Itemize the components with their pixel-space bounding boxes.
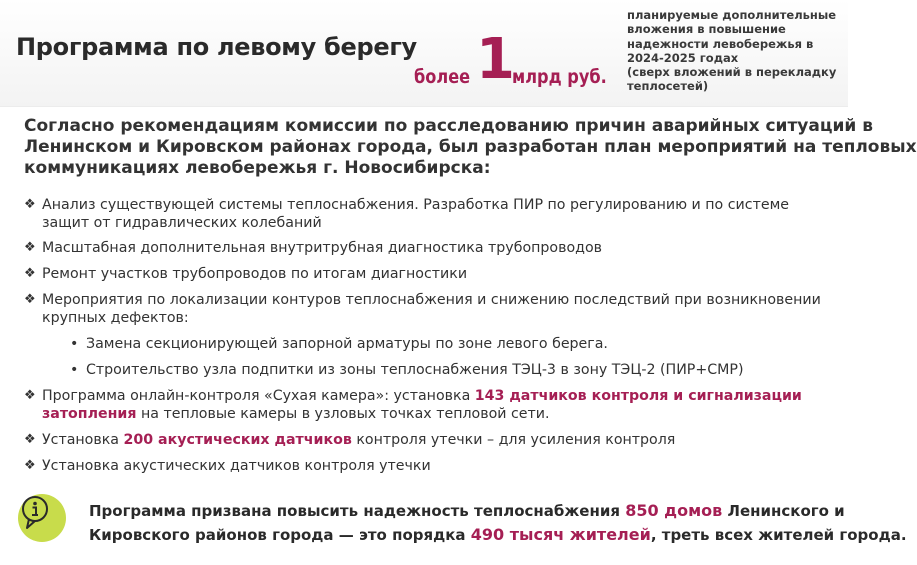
- intro-paragraph: [24, 116, 917, 179]
- item-text: [42, 387, 864, 405]
- summary-line: [89, 523, 907, 547]
- list-item: [24, 265, 864, 283]
- measures-list: [24, 196, 864, 475]
- diamond-bullet-icon: ❖: [24, 292, 36, 307]
- summary-text: [89, 499, 907, 547]
- diamond-bullet-icon: ❖: [24, 388, 36, 403]
- item-text-part: Программа онлайн-контроля «Сухая камера»: установка: [42, 388, 475, 404]
- investment-amount: 1: [476, 27, 515, 92]
- highlight-text: затопления: [42, 406, 137, 422]
- summary-line: [89, 499, 849, 523]
- summary-part: , треть всех жителей города.: [650, 526, 907, 544]
- item-text: [42, 405, 864, 423]
- investment-note: планируемые дополнительные вложения в повышение надежности левобережья в 2024-2025 годах (сверх вложений в перекладку теплосетей): [627, 8, 837, 94]
- highlight-text: 850 домов: [625, 501, 723, 520]
- intro-line: Согласно рекомендациям комиссии по расследованию причин аварийных ситуаций в: [24, 116, 873, 136]
- intro-line: коммуникациях левобережья г. Новосибирска:: [24, 158, 491, 178]
- summary-part: Ленинского и: [722, 502, 845, 520]
- item-text: [42, 431, 864, 449]
- list-item: [24, 291, 864, 327]
- header-bar: [0, 0, 848, 107]
- list-item: [24, 457, 864, 475]
- sub-list-item: [24, 361, 864, 379]
- dot-bullet-icon: •: [70, 336, 79, 352]
- item-text: крупных дефектов:: [42, 310, 189, 326]
- item-text: Мероприятия по локализации контуров теплоснабжения и снижению последствий при возникновении: [42, 292, 821, 308]
- page-title: Программа по левому берегу: [16, 33, 417, 61]
- item-text: Анализ существующей системы теплоснабжения. Разработка ПИР по регулированию и по системе: [42, 197, 789, 213]
- diamond-bullet-icon: ❖: [24, 432, 36, 447]
- item-text: Ремонт участков трубопроводов по итогам диагностики: [42, 266, 468, 282]
- investment-prefix: более: [414, 66, 471, 88]
- list-item: [24, 431, 864, 449]
- highlight-text: 143 датчиков контроля и сигнализации: [474, 388, 802, 404]
- dot-bullet-icon: •: [70, 362, 79, 378]
- summary-part: Кировского районов города — это порядка: [89, 526, 471, 544]
- summary-part: Программа призвана повысить надежность теплоснабжения: [89, 502, 626, 520]
- intro-line: Ленинском и Кировском районах города, был разработан план мероприятий на тепловых: [24, 137, 917, 157]
- item-text: Замена секционирующей запорной арматуры по зоне левого берега.: [86, 336, 608, 352]
- highlight-text: 490 тысяч жителей: [470, 525, 651, 544]
- diamond-bullet-icon: ❖: [24, 266, 36, 281]
- item-text: Строительство узла подпитки из зоны теплоснабжения ТЭЦ-3 в зону ТЭЦ-2 (ПИР+СМР): [86, 362, 744, 378]
- item-text: Масштабная дополнительная внутритрубная диагностика трубопроводов: [42, 240, 602, 256]
- diamond-bullet-icon: ❖: [24, 197, 36, 212]
- list-item: [24, 387, 864, 423]
- sub-list-item: [24, 335, 864, 353]
- item-text: защит от гидравлических колебаний: [42, 215, 322, 231]
- item-text-part: Установка: [42, 432, 124, 448]
- list-item: [24, 196, 864, 232]
- diamond-bullet-icon: ❖: [24, 240, 36, 255]
- list-item: [24, 239, 864, 257]
- item-text-part: контроля утечки – для усиления контроля: [351, 432, 676, 448]
- info-icon: [18, 494, 66, 542]
- investment-suffix: млрд руб.: [512, 66, 607, 88]
- highlight-text: 200 акустических датчиков: [123, 432, 352, 448]
- diamond-bullet-icon: ❖: [24, 458, 36, 473]
- item-text-part: на тепловые камеры в узловых точках тепловой сети.: [136, 406, 550, 422]
- item-text: Установка акустических датчиков контроля утечки: [42, 458, 431, 474]
